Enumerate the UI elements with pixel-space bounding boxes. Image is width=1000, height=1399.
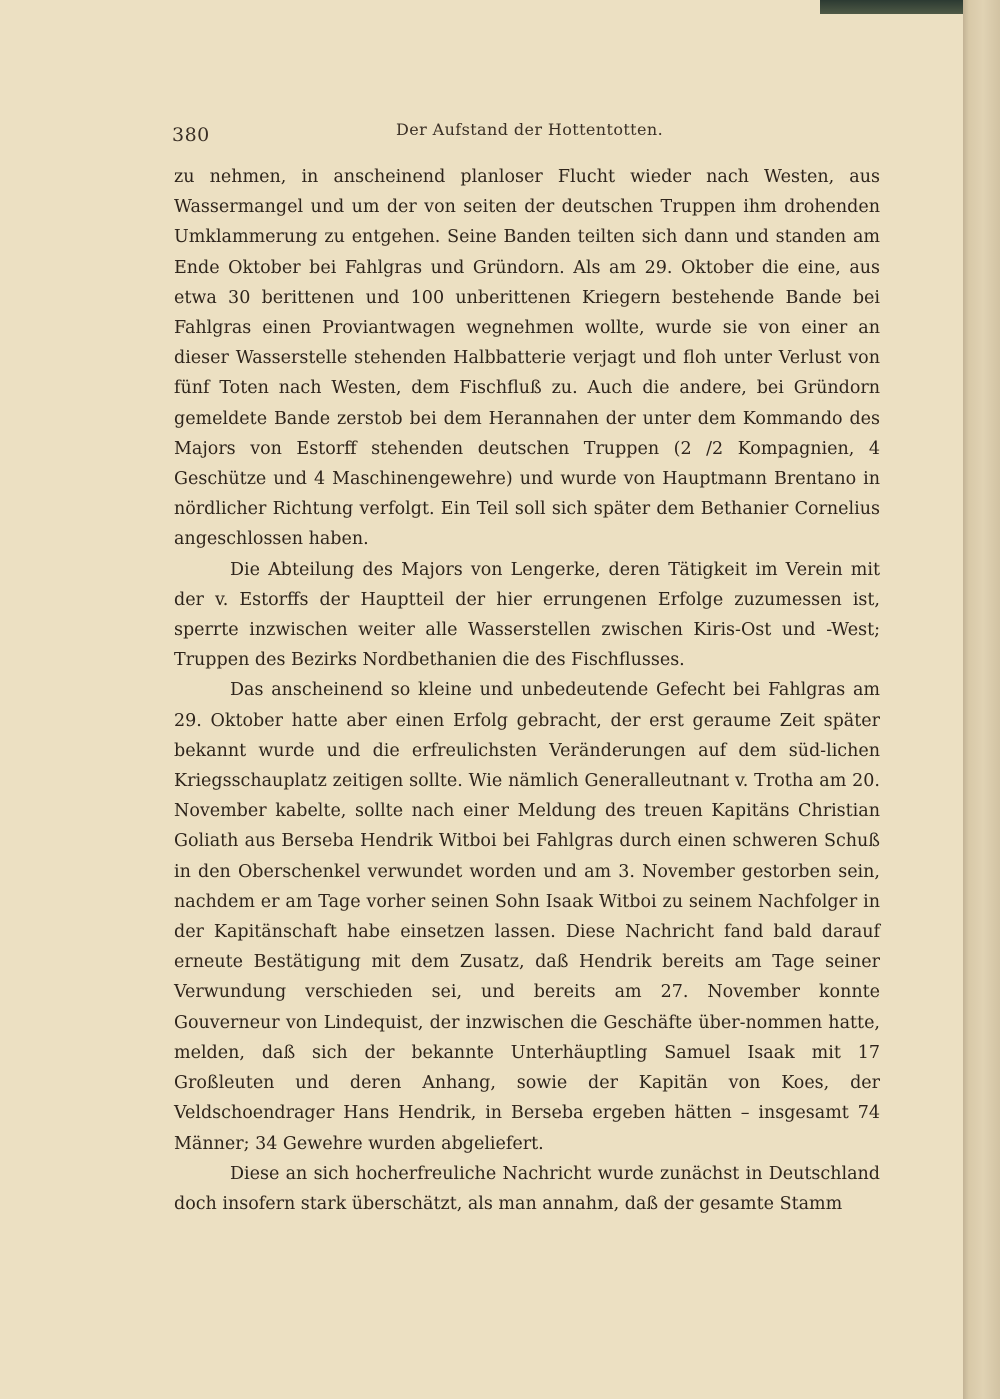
paragraph: zu nehmen, in anscheinend planloser Flucht wieder nach Westen, aus Wassermangel und um der von seiten der deutschen Truppen ihm drohenden Umklammerung zu entgehen. Seine Banden teilten sich dann und standen am Ende Oktober bei Fahlgras und Gründorn. Als am 29. Oktober die eine, aus etwa 30 berittenen und 100 unberittenen Kriegern bestehende Bande bei Fahlgras einen Proviantwagen wegnehmen wollte, wurde sie von einer an dieser Wasserstelle stehenden Halbbatterie verjagt und floh unter Verlust von fünf Toten nach Westen, dem Fischfluß zu. Auch die andere, bei Gründorn gemeldete Bande zerstob bei dem Herannahen der unter dem Kommando des Majors von Estorff stehenden deutschen Truppen (2 /2 Kompagnien, 4 Geschütze und 4 Maschinengewehre) und wurde von Hauptmann Brentano in nördlicher Richtung verfolgt. Ein Teil soll sich später dem Bethanier Cornelius angeschlossen haben.: [174, 167, 880, 550]
paragraph: Diese an sich hocherfreuliche Nachricht wurde zunächst in Deutschland doch insofern stark überschätzt, als man annahm, daß der gesamte Stamm: [174, 1163, 880, 1214]
paragraph: Die Abteilung des Majors von Lengerke, deren Tätigkeit im Verein mit der v. Estorffs der Hauptteil der hier errungenen Erfolge zuzumessen ist, sperrte inzwischen weiter alle Wasserstellen zwischen Kiris-Ost und -West; Truppen des Bezirks Nordbethanien die des Fischflusses.: [174, 559, 880, 671]
page-edge: [963, 0, 1000, 1399]
body-text: [174, 162, 880, 1219]
running-header: [172, 120, 878, 150]
paragraph: Das anscheinend so kleine und unbedeutende Gefecht bei Fahlgras am 29. Oktober hatte aber einen Erfolg gebracht, der erst geraume Zeit später bekannt wurde und die erfreulichsten Veränderungen auf dem süd-lichen Kriegsschauplatz zeitigen sollte. Wie nämlich Generalleutnant v. Trotha am 20. November kabelte, sollte nach einer Meldung des treuen Kapitäns Christian Goliath aus Berseba Hendrik Witboi bei Fahlgras durch einen schweren Schuß in den Oberschenkel verwundet worden und am 3. November gestorben sein, nachdem er am Tage vorher seinen Sohn Isaak Witboi zu seinem Nachfolger in der Kapitänschaft habe einsetzen lassen. Diese Nachricht fand bald darauf erneute Bestätigung mit dem Zusatz, daß Hendrik bereits am Tage seiner Verwundung verschieden sei, und bereits am 27. November konnte Gouverneur von Lindequist, der inzwischen die Geschäfte über-nommen hatte, melden, daß sich der bekannte Unterhäuptling Samuel Isaak mit 17 Großleuten und deren Anhang, sowie der Kapitän von Koes, der Veldschoendrager Hans Hendrik, in Berseba ergeben hätten – insgesamt 74 Männer; 34 Gewehre wurden abgeliefert.: [174, 680, 880, 1154]
page-number: 380: [172, 124, 210, 146]
running-title: Der Aufstand der Hottentotten.: [396, 120, 664, 139]
